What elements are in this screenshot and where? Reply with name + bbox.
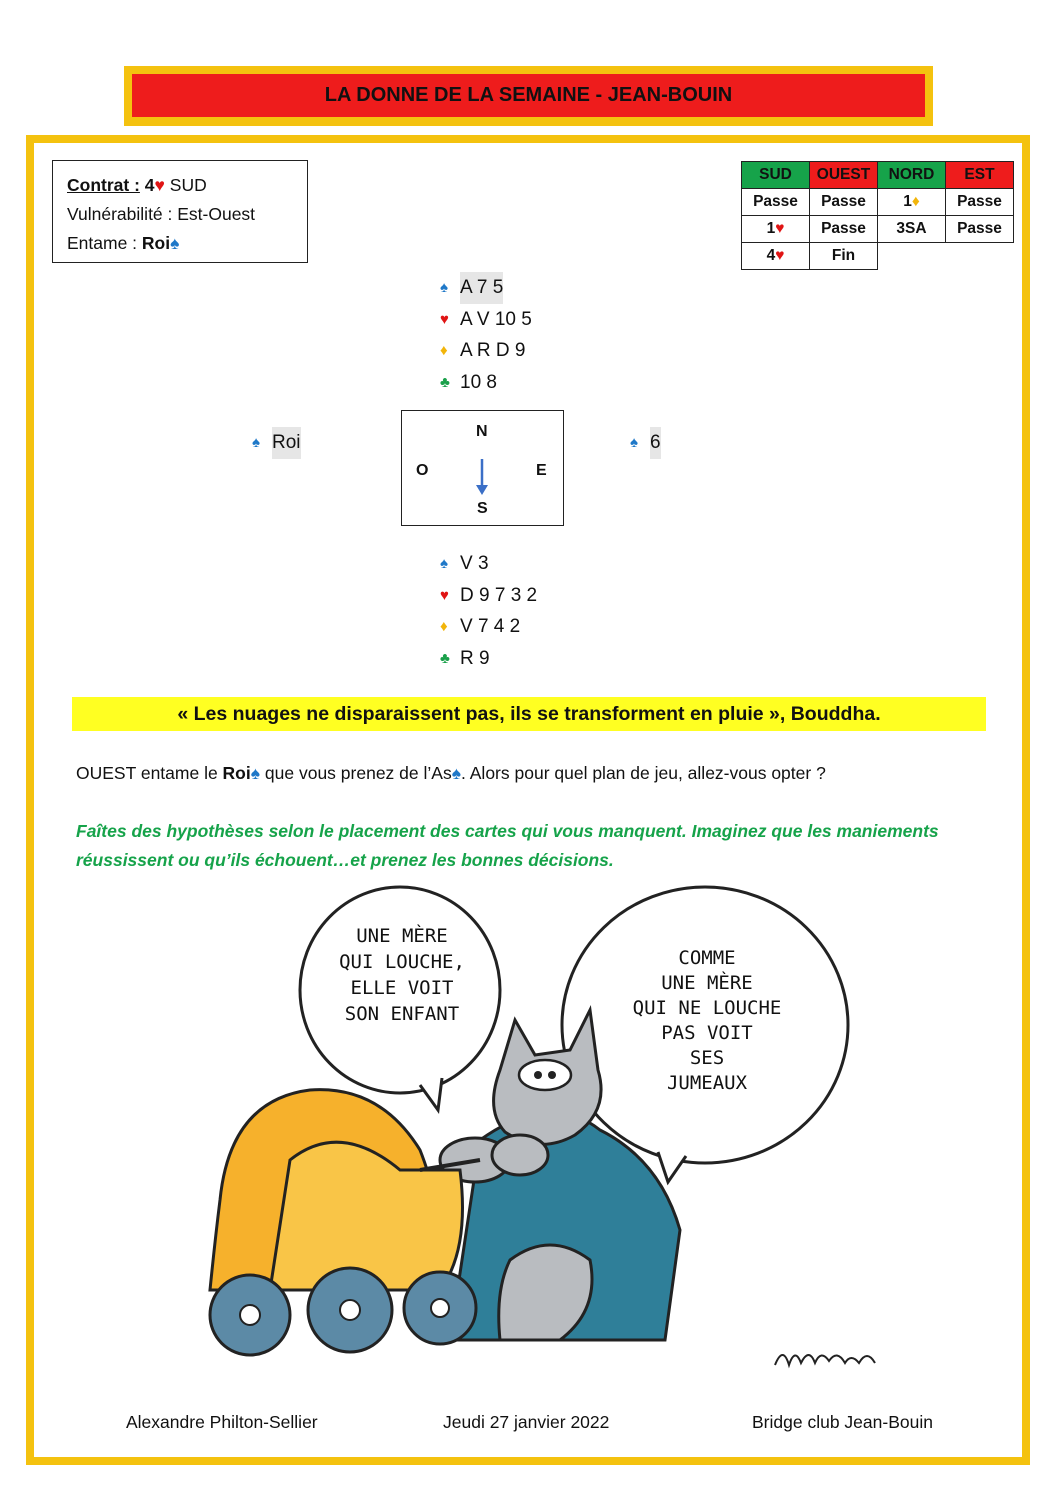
header-est: EST bbox=[946, 162, 1014, 189]
hand-row-spades bbox=[630, 427, 661, 459]
bidding-row bbox=[742, 243, 1014, 270]
lead-card: Roi bbox=[141, 233, 171, 253]
bid-cell: Passe bbox=[810, 216, 878, 243]
card-list: Roi bbox=[272, 427, 301, 459]
bubble-right-line: PAS VOIT bbox=[661, 1022, 753, 1044]
bid-cell: Fin bbox=[810, 243, 878, 270]
diamond-icon: ♦ bbox=[440, 618, 448, 635]
south-hand bbox=[440, 548, 537, 674]
spade-icon: ♠ bbox=[170, 233, 180, 253]
hand-row-spades bbox=[440, 272, 532, 304]
spade-icon: ♠ bbox=[252, 434, 260, 451]
bid-cell: Passe bbox=[742, 189, 810, 216]
diamond-icon: ♦ bbox=[911, 193, 920, 210]
spade-icon: ♠ bbox=[451, 763, 461, 783]
heart-icon: ♥ bbox=[440, 586, 449, 604]
card-list: D 9 7 3 2 bbox=[460, 584, 538, 606]
bid-cell: Passe bbox=[946, 189, 1014, 216]
hand-row-clubs bbox=[440, 643, 537, 675]
footer-club: Bridge club Jean-Bouin bbox=[752, 1412, 933, 1432]
bid-cell bbox=[878, 189, 946, 216]
footer-author: Alexandre Philton-Sellier bbox=[126, 1412, 318, 1432]
question-card: Roi bbox=[222, 763, 251, 783]
footer-date: Jeudi 27 janvier 2022 bbox=[443, 1412, 610, 1432]
card-list: V 3 bbox=[460, 553, 489, 574]
question-part: que vous prenez de l’As bbox=[260, 763, 452, 783]
question-part: . Alors pour quel plan de jeu, allez-vous opter ? bbox=[461, 763, 826, 783]
bidding-header-row bbox=[742, 162, 1014, 189]
cartoon-illustration bbox=[120, 870, 935, 1400]
spade-icon: ♠ bbox=[440, 279, 448, 296]
contract-line bbox=[67, 171, 293, 200]
spade-icon: ♠ bbox=[250, 763, 261, 783]
signature bbox=[775, 1355, 875, 1365]
card-list: 10 8 bbox=[460, 371, 497, 393]
lead-line bbox=[67, 229, 293, 258]
bid-cell: Passe bbox=[810, 189, 878, 216]
hand-row-hearts bbox=[440, 304, 532, 336]
quote-banner: « Les nuages ne disparaissent pas, ils se transforment en pluie », Bouddha. bbox=[72, 697, 986, 731]
arrow-down-icon bbox=[474, 457, 490, 499]
hint-text: Faîtes des hypothèses selon le placement des cartes qui vous manquent. Imaginez que les maniements réussissent ou qu’ils échouent…et prenez les bonnes décisions. bbox=[76, 821, 939, 870]
heart-icon: ♥ bbox=[775, 247, 785, 264]
card-list: R 9 bbox=[460, 647, 490, 669]
header-sud: SUD bbox=[742, 162, 810, 189]
heart-icon: ♥ bbox=[440, 310, 449, 328]
bubble-right-line: QUI NE LOUCHE bbox=[632, 997, 782, 1019]
north-hand bbox=[440, 272, 532, 398]
card-list: 6 bbox=[650, 427, 661, 459]
header-ouest: OUEST bbox=[810, 162, 878, 189]
club-icon: ♣ bbox=[440, 649, 450, 667]
compass-south: S bbox=[477, 500, 488, 517]
bid-cell-empty bbox=[946, 243, 1014, 270]
hand-row-hearts bbox=[440, 580, 537, 612]
bid-cell bbox=[742, 216, 810, 243]
compass-west: O bbox=[416, 462, 429, 479]
spade-icon: ♠ bbox=[440, 555, 448, 572]
bid-level: 1 bbox=[766, 220, 776, 237]
bidding-row bbox=[742, 189, 1014, 216]
vulnerability: Vulnérabilité : Est-Ouest bbox=[67, 204, 256, 224]
bidding-row bbox=[742, 216, 1014, 243]
page-title: LA DONNE DE LA SEMAINE - JEAN-BOUIN bbox=[132, 74, 925, 117]
card-list: V 7 4 2 bbox=[460, 616, 521, 637]
diamond-icon: ♦ bbox=[440, 342, 448, 359]
card-list: A V 10 5 bbox=[460, 308, 532, 330]
bubble-left-line: ELLE VOIT bbox=[350, 977, 454, 999]
compass-box bbox=[401, 410, 564, 526]
question-part: OUEST entame le bbox=[76, 763, 223, 783]
hand-row-diamonds bbox=[440, 335, 532, 367]
east-hand bbox=[630, 427, 661, 459]
lead-label: Entame : bbox=[67, 233, 138, 253]
bubble-left-line: SON ENFANT bbox=[344, 1003, 460, 1025]
heart-icon: ♥ bbox=[775, 220, 785, 237]
bid-cell: 3SA bbox=[878, 216, 946, 243]
club-icon: ♣ bbox=[440, 373, 450, 391]
bid-level: 1 bbox=[903, 193, 912, 210]
west-hand bbox=[252, 427, 301, 459]
bid-cell bbox=[742, 243, 810, 270]
heart-icon: ♥ bbox=[154, 175, 165, 195]
contract-declarer: SUD bbox=[169, 175, 207, 195]
bubble-right-line: UNE MÈRE bbox=[661, 972, 753, 994]
cat-hand bbox=[492, 1135, 548, 1175]
bubble-right-line: COMME bbox=[678, 947, 736, 969]
spade-icon: ♠ bbox=[630, 434, 638, 451]
compass-north: N bbox=[476, 423, 488, 440]
pram-body bbox=[270, 1142, 463, 1290]
hand-row-clubs bbox=[440, 367, 532, 399]
hand-row-diamonds bbox=[440, 611, 537, 643]
contract-box bbox=[52, 160, 308, 263]
bubble-right-line: JUMEAUX bbox=[666, 1072, 748, 1094]
card-list: A R D 9 bbox=[460, 340, 526, 361]
contract-level: 4 bbox=[144, 175, 155, 195]
hand-row-spades bbox=[252, 427, 301, 459]
bubble-right-line: SES bbox=[689, 1047, 725, 1069]
bid-level: 4 bbox=[766, 247, 776, 264]
bid-cell: Passe bbox=[946, 216, 1014, 243]
bubble-left-line: UNE MÈRE bbox=[356, 925, 448, 947]
card-list: A 7 5 bbox=[460, 272, 503, 304]
hand-row-spades bbox=[440, 548, 537, 580]
header-nord: NORD bbox=[878, 162, 946, 189]
bidding-table bbox=[741, 161, 1014, 270]
question-text bbox=[76, 763, 826, 784]
bid-cell-empty bbox=[878, 243, 946, 270]
bubble-left-line: QUI LOUCHE, bbox=[339, 951, 465, 973]
compass-east: E bbox=[536, 462, 547, 479]
contract-label: Contrat : bbox=[67, 175, 140, 195]
